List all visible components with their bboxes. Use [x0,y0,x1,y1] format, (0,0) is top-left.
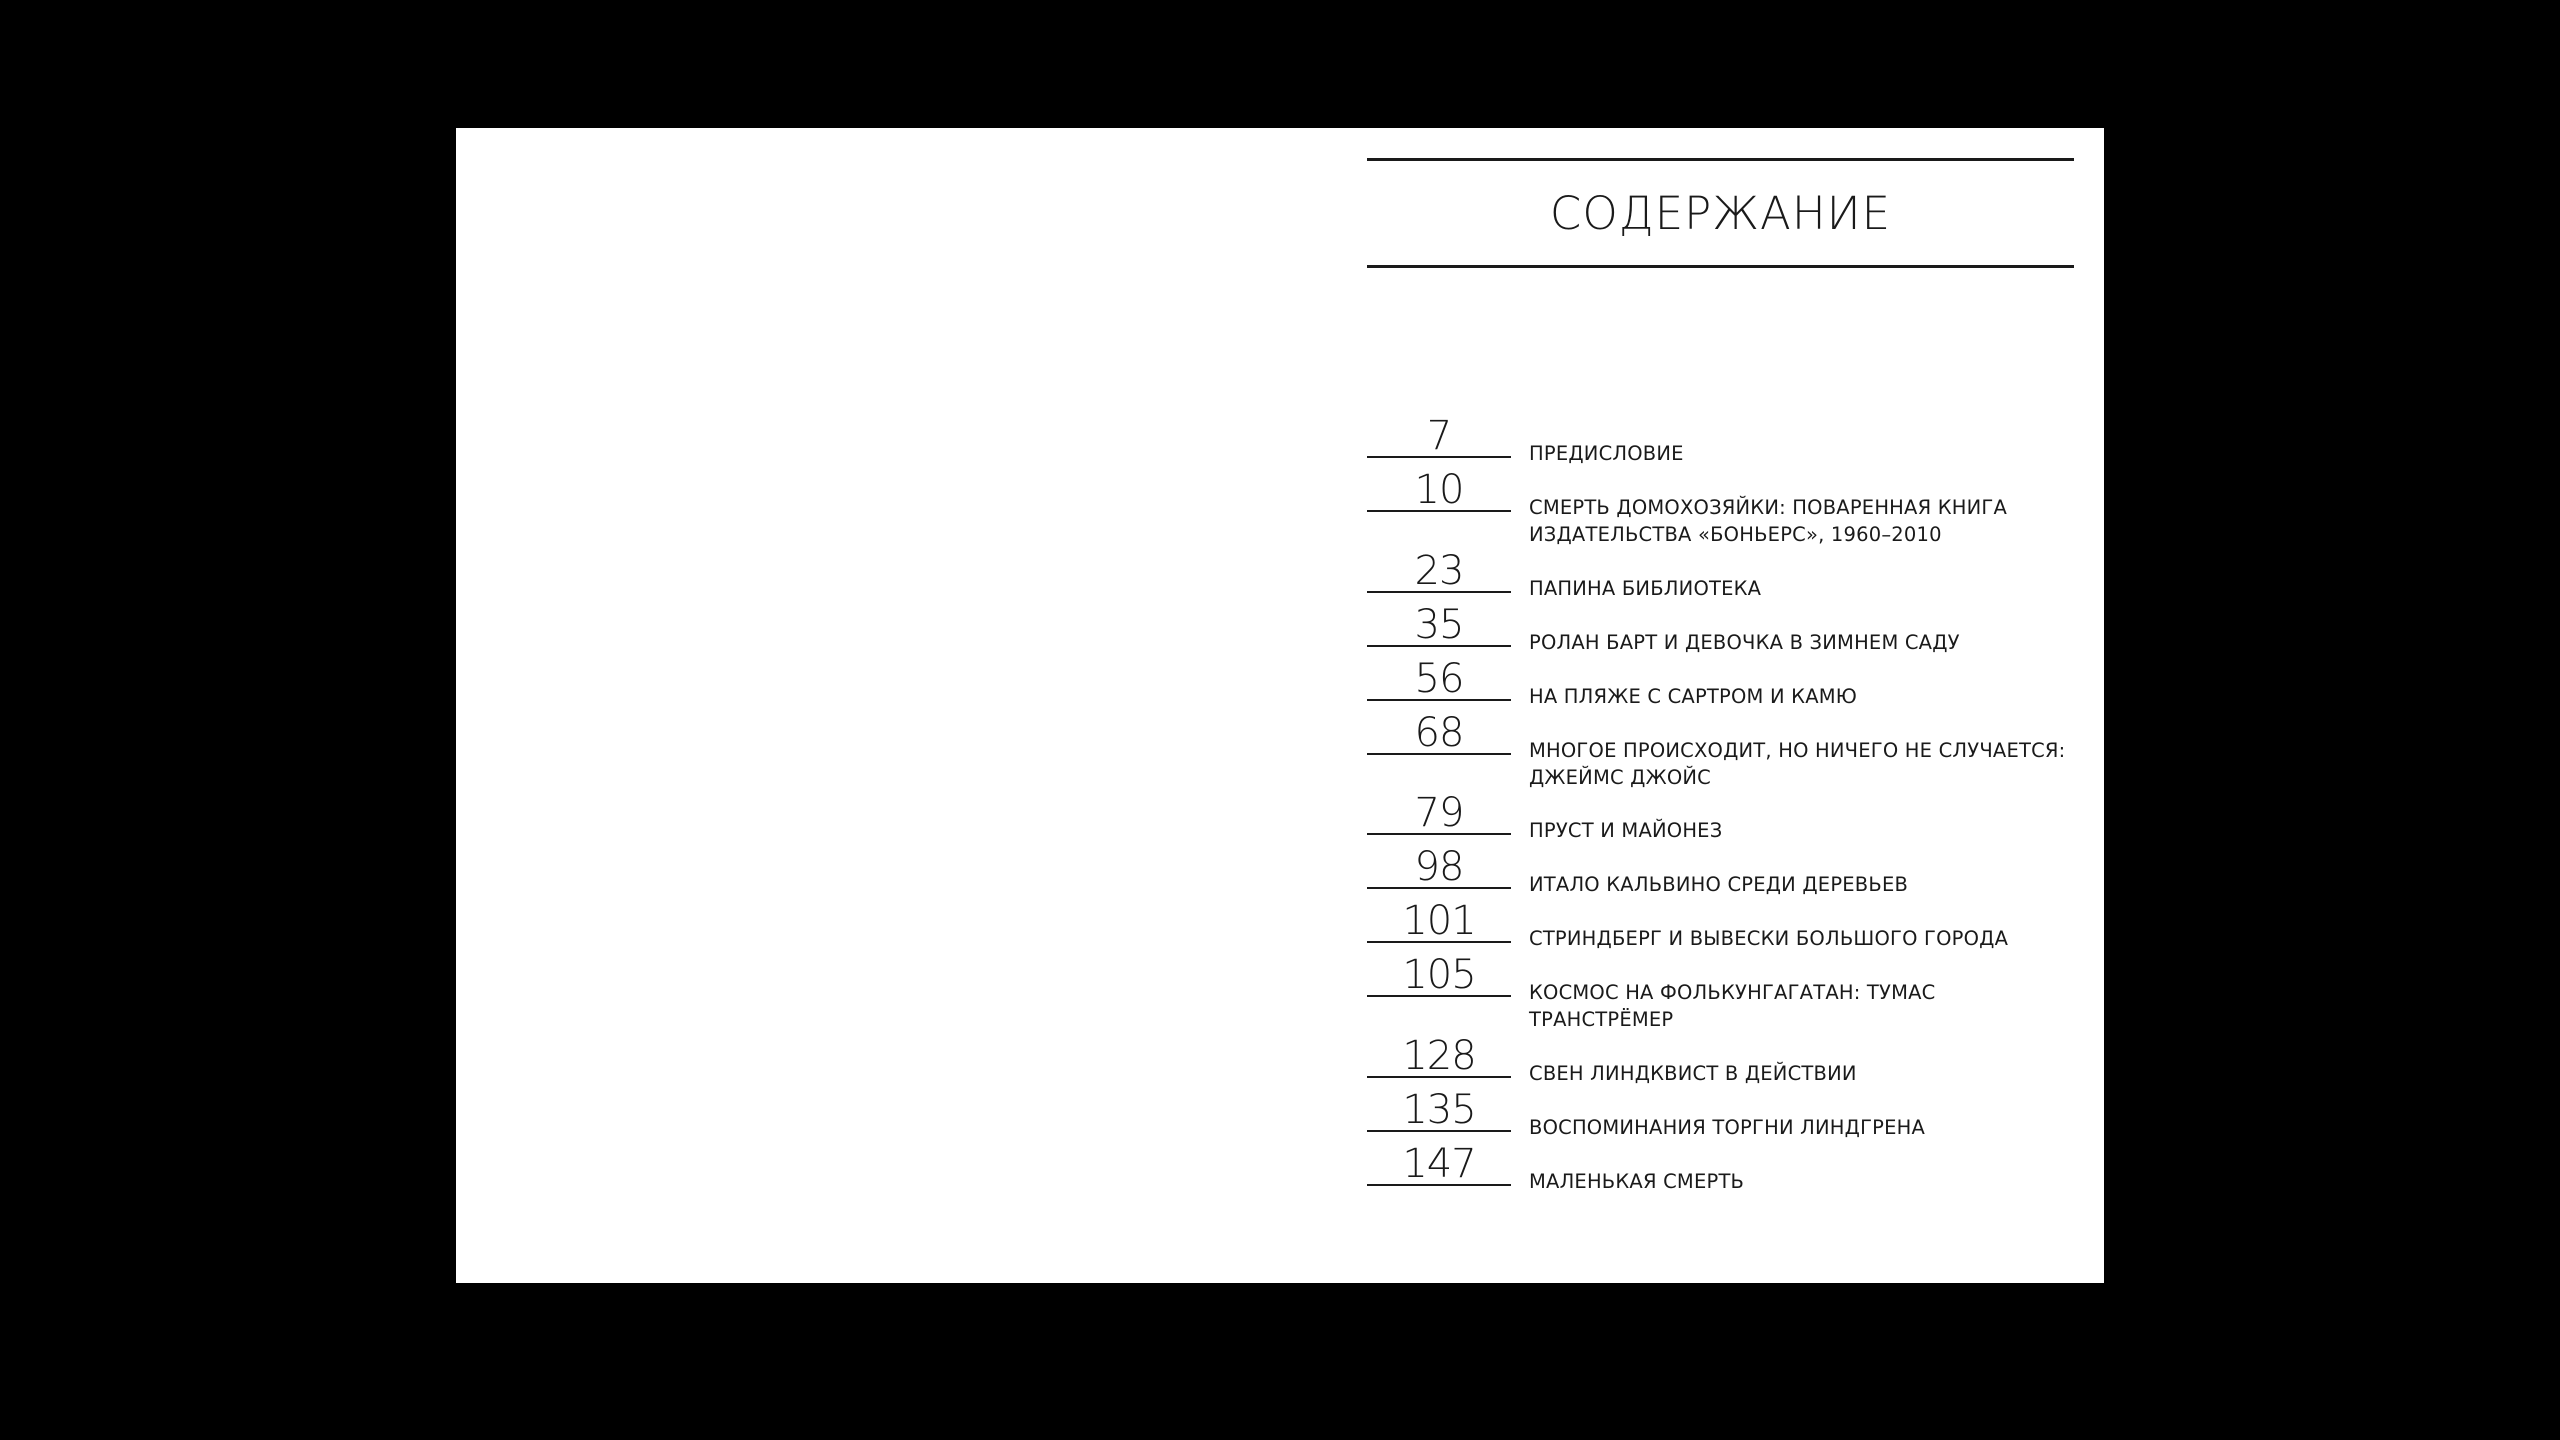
toc-page-number: 98 [1367,847,1511,889]
toc-entry-title: ВОСПОМИНАНИЯ ТОРГНИ ЛИНДГРЕНА [1529,1116,1926,1139]
toc-entry-title: СВЕН ЛИНДКВИСТ В ДЕЙСТВИИ [1529,1062,1857,1085]
toc-title: СОДЕРЖАНИЕ [1549,186,1892,240]
toc-page-number: 23 [1367,551,1511,593]
toc-page-number: 128 [1367,1036,1511,1078]
toc-page-number: 101 [1367,901,1511,943]
toc-entry-title: ПАПИНА БИБЛИОТЕКА [1529,577,1762,600]
toc-header [1367,158,2074,268]
toc-page-number: 105 [1367,955,1511,997]
toc-entry-title: НА ПЛЯЖЕ С САРТРОМ И КАМЮ [1529,685,1858,708]
toc-entry-title: СТРИНДБЕРГ И ВЫВЕСКИ БОЛЬШОГО ГОРОДА [1529,927,2009,950]
book-spread [456,128,2104,1283]
toc-entry-title: ПРЕДИСЛОВИЕ [1529,442,1684,465]
toc-entry-title: МАЛЕНЬКАЯ СМЕРТЬ [1529,1170,1745,1193]
toc-page-number: 147 [1367,1144,1511,1186]
toc-page-number: 35 [1367,605,1511,647]
toc-entry-title: СМЕРТЬ ДОМОХОЗЯЙКИ: ПОВАРЕННАЯ КНИГА ИЗДАТЕЛЬСТВА «БОНЬЕРС», 1960–2010 [1529,496,2008,546]
toc-entry-title: РОЛАН БАРТ И ДЕВОЧКА В ЗИМНЕМ САДУ [1529,631,1960,654]
toc-entry-title: ИТАЛО КАЛЬВИНО СРЕДИ ДЕРЕВЬЕВ [1529,873,1909,896]
toc-page-number: 56 [1367,659,1511,701]
toc-page-number: 135 [1367,1090,1511,1132]
right-page [1280,128,2104,1283]
toc-entry-title: МНОГОЕ ПРОИСХОДИТ, НО НИЧЕГО НЕ СЛУЧАЕТСЯ: ДЖЕЙМС ДЖОЙС [1529,739,2066,789]
toc-page-number: 68 [1367,713,1511,755]
toc-entry-title: КОСМОС НА ФОЛЬКУНГАГАТАН: ТУМАС ТРАНСТРЁМЕР [1529,981,1936,1031]
toc-entry-title: ПРУСТ И МАЙОНЕЗ [1529,819,1723,842]
toc-page-number: 7 [1367,416,1511,458]
toc-page-number: 10 [1367,470,1511,512]
left-page [456,128,1280,1283]
toc-page-number: 79 [1367,793,1511,835]
